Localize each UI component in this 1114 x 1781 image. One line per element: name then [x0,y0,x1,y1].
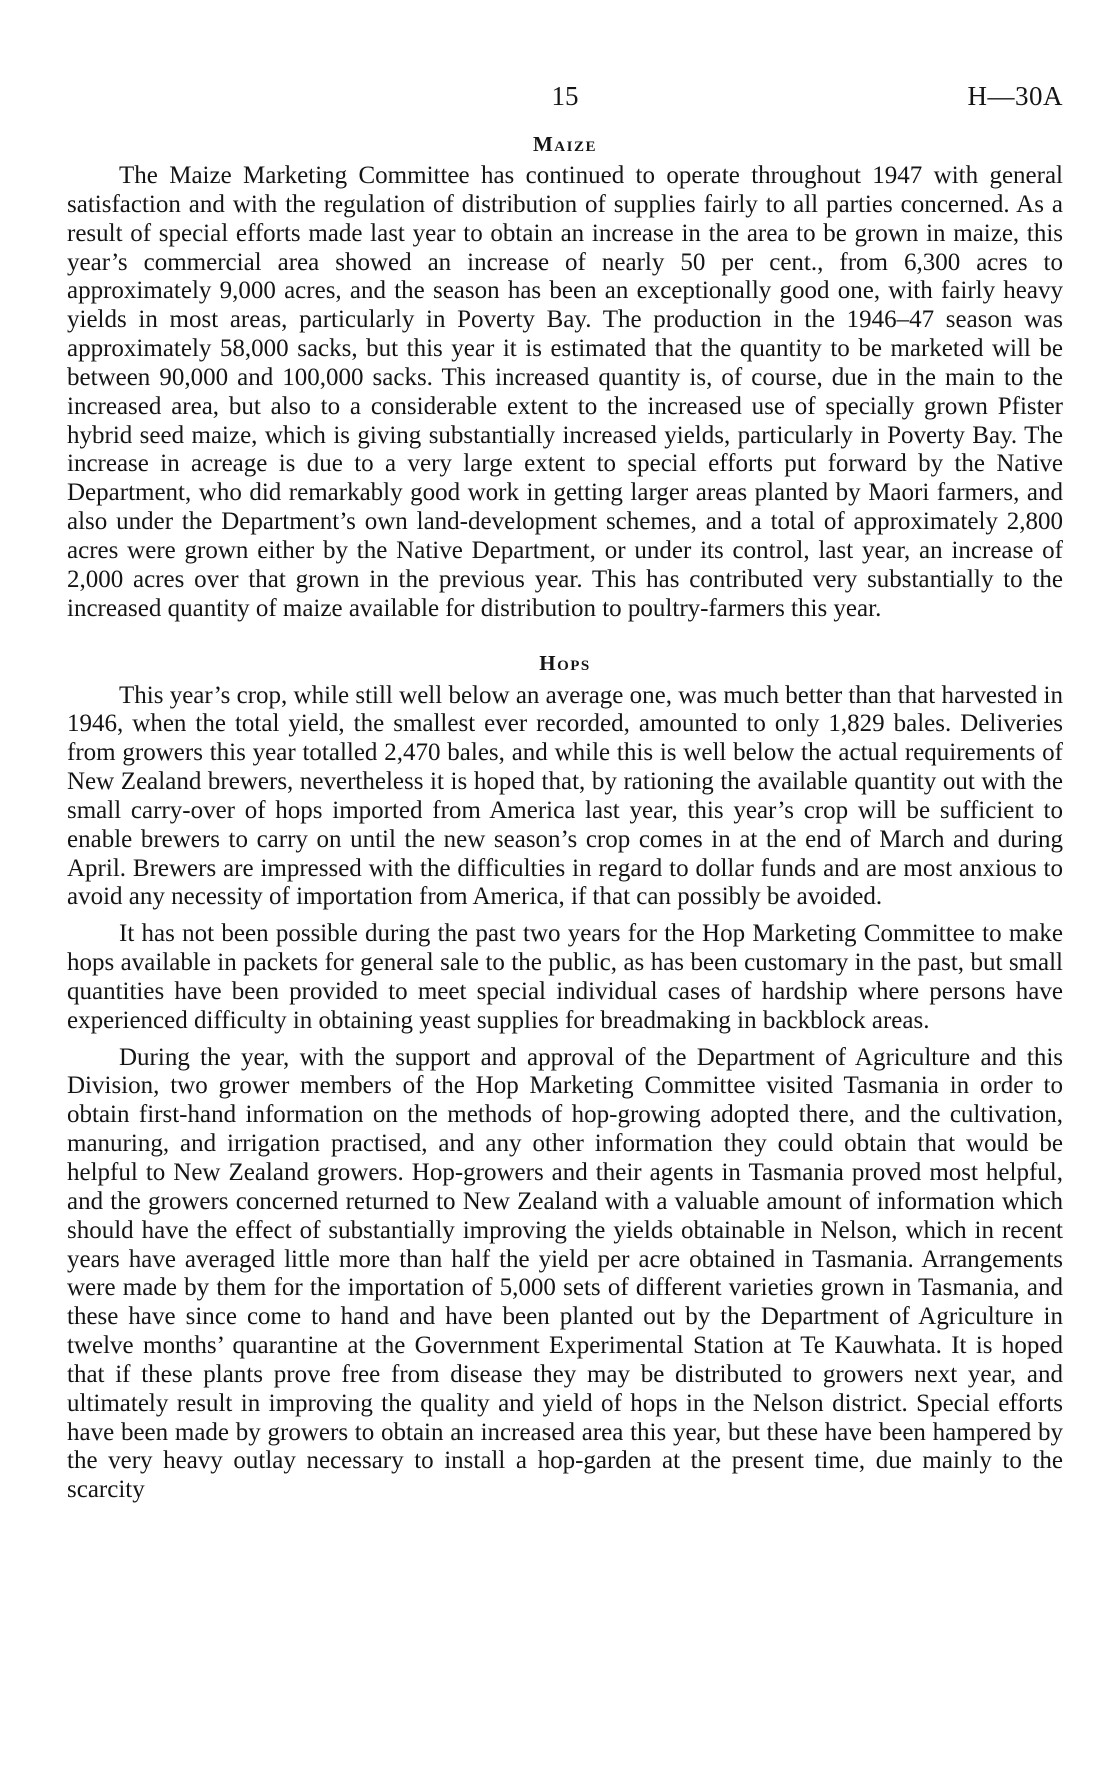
section-hops [67,644,1063,1506]
section-maize [67,126,1063,624]
section-heading-hops: Hops [539,650,591,675]
page-number: 15 [551,81,579,111]
paragraph: During the year, with the support and approval of the Department of Agriculture and this Division, two grower members of the Hop Marketing Committee visited Tasmania in order to obtain first-hand information on the methods of hop-growing adopted there, and the cultivation, manuring, and irrigation practised, and any other information they could obtain that would be helpful to New Zealand growers. Hop-growers and their agents in Tasmania proved most helpful, and the growers concerned returned to New Zealand with a valuable amount of information which should have the effect of substantially improving the yields obtainable in Nelson, which in recent years have averaged little more than half the yield per acre obtained in Tasmania. Arrangements were made by them for the importation of 5,000 sets of different varieties grown in Tasmania, and these have since come to hand and have been planted out by the Department of Agriculture in twelve months’ quarantine at the Government Experimental Station at Te Kauwhata. It is hoped that if these plants prove free from disease they may be distributed to growers next year, and ultimately result in improving the quality and yield of hops in the Nelson district. Special efforts have been made by growers to obtain an increased area this year, but these have been hampered by the very heavy outlay necessary to install a hop-garden at the present time, due mainly to the scarcity [67,1043,1063,1504]
paragraph: It has not been possible during the past two years for the Hop Marketing Committee to make hops available in packets for general sale to the public, as has been customary in the past, but small quantities have been provided to meet special individual cases of hardship where persons have experienced difficulty in obtaining yeast supplies for breadmaking in backblock areas. [67,920,1063,1034]
page-reference: H—30A [967,81,1063,111]
paragraph: The Maize Marketing Committee has continued to operate throughout 1947 with general satisfaction and with the regulation of distribution of supplies fairly to all parties concerned. As a result of special efforts made last year to obtain an increase in the area to be grown in maize, this year’s commercial area showed an increase of nearly 50 per cent., from 6,300 acres to approximately 9,000 acres, and the season has been an exceptionally good one, with fairly heavy yields in most areas, particularly in Poverty Bay. The production in the 1946–47 season was approximately 58,000 sacks, but this year it is estimated that the quantity to be marketed will be between 90,000 and 100,000 sacks. This increased quantity is, of course, due in the main to the increased area, but also to a considerable extent to the increased use of specially grown Pfister hybrid seed maize, which is giving substantially increased yields, particularly in Poverty Bay. The increase in acreage is due to a very large extent to special efforts put forward by the Native Department, who did remarkably good work in getting larger areas planted by Maori farmers, and also under the Department’s own land-development schemes, and a total of approximately 2,800 acres were grown either by the Native Department, or under its control, last year, an increase of 2,000 acres over that grown in the previous year. This has contributed very substantially to the increased quantity of maize available for distribution to poultry-farmers this year. [67,162,1063,622]
document-page [67,72,1063,1505]
paragraph: This year’s crop, while still well below an average one, was much better than that harvested in 1946, when the total yield, the smallest ever recorded, amounted to only 1,829 bales. Deliveries from growers this year totalled 2,470 bales, and while this is well below the actual requirements of New Zealand brewers, nevertheless it is hoped that, by rationing the available quantity out with the small carry-over of hops imported from America last year, this year’s crop will be sufficient to enable brewers to carry on until the new season’s crop comes in at the end of March and during April. Brewers are impressed with the difficulties in regard to dollar funds and are most anxious to avoid any necessity of importation from America, if that can possibly be avoided. [67,681,1063,911]
page-header [67,72,1063,120]
section-heading-maize: Maize [532,132,597,156]
